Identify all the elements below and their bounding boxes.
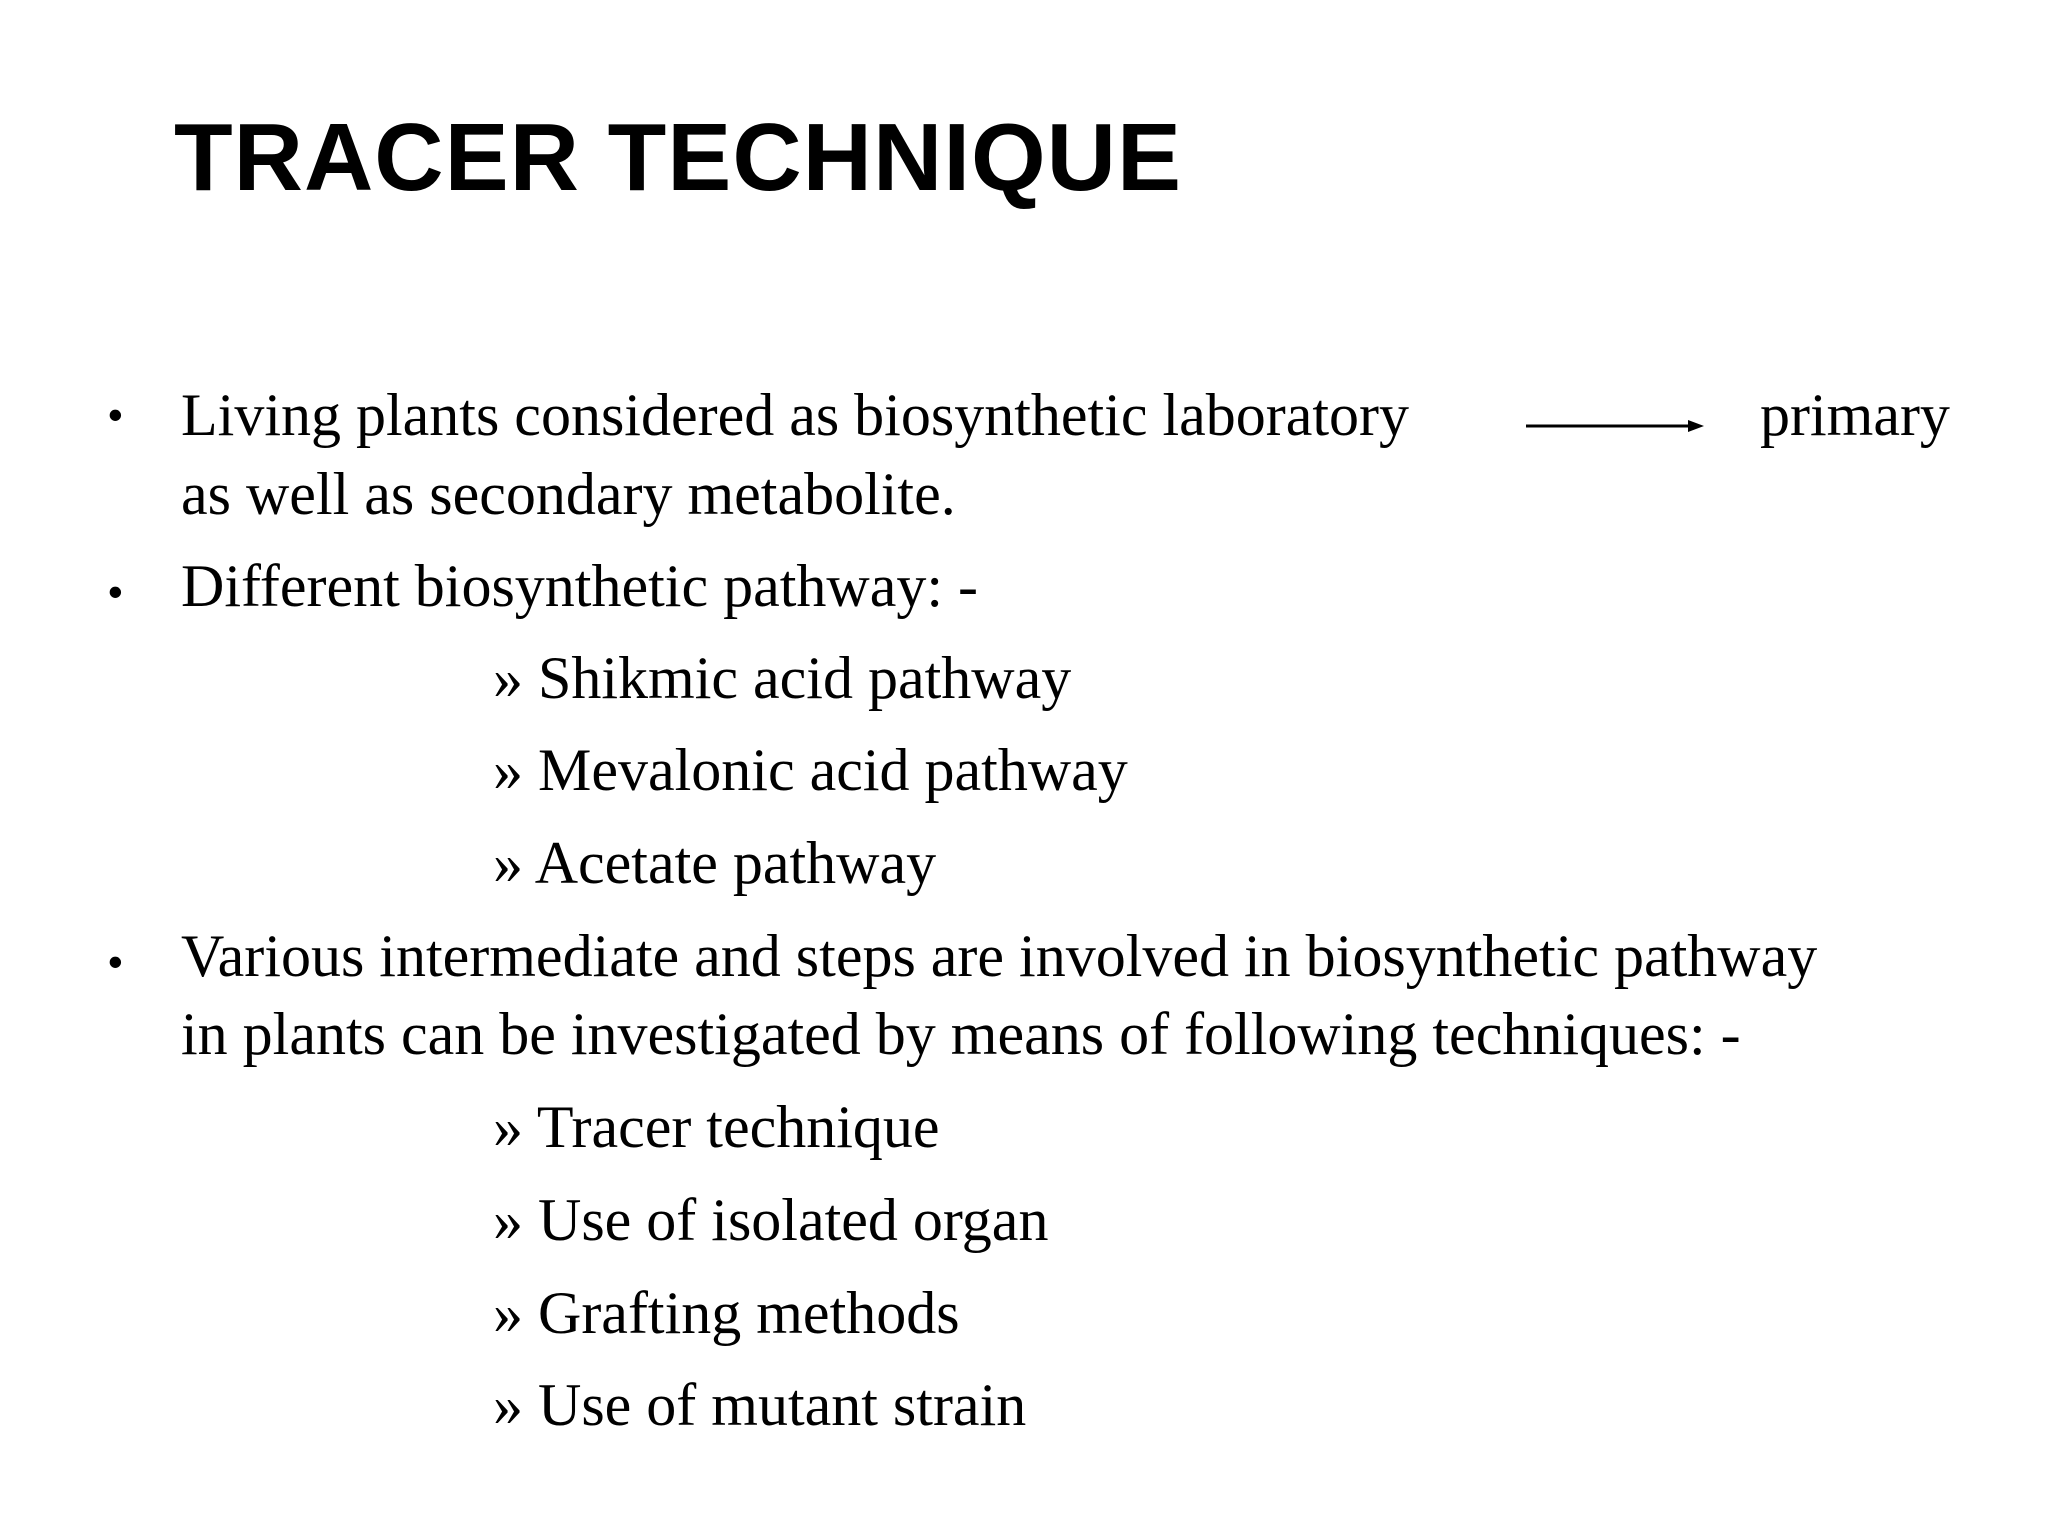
sub-list-item: » Acetate pathway [493,830,937,896]
bullet-marker: • [108,568,123,615]
sub-list-item: » Use of mutant strain [493,1372,1027,1438]
sub-list-item: » Tracer technique [493,1094,940,1160]
sub-list-item: » Shikmic acid pathway [493,645,1072,711]
bullet-text-line: as well as secondary metabolite. [181,461,956,527]
slide-title: TRACER TECHNIQUE [174,104,1183,211]
bullet-text-line: Different biosynthetic pathway: - [181,553,978,619]
bullet-text-line: Living plants considered as biosynthetic laboratory [181,382,1410,448]
bullet-text-line: in plants can be investigated by means of following techniques: - [181,1001,1741,1067]
bullet-marker: • [108,391,123,438]
sub-list-item: » Grafting methods [493,1280,960,1346]
sub-list-item: » Use of isolated organ [493,1187,1049,1253]
sub-list-item: » Mevalonic acid pathway [493,737,1128,803]
bullet-text-line: Various intermediate and steps are involved in biosynthetic pathway [181,923,1818,989]
right-arrow-icon [1526,418,1704,434]
bullet-text-right: primary [1760,382,1950,448]
bullet-marker: • [108,938,123,985]
